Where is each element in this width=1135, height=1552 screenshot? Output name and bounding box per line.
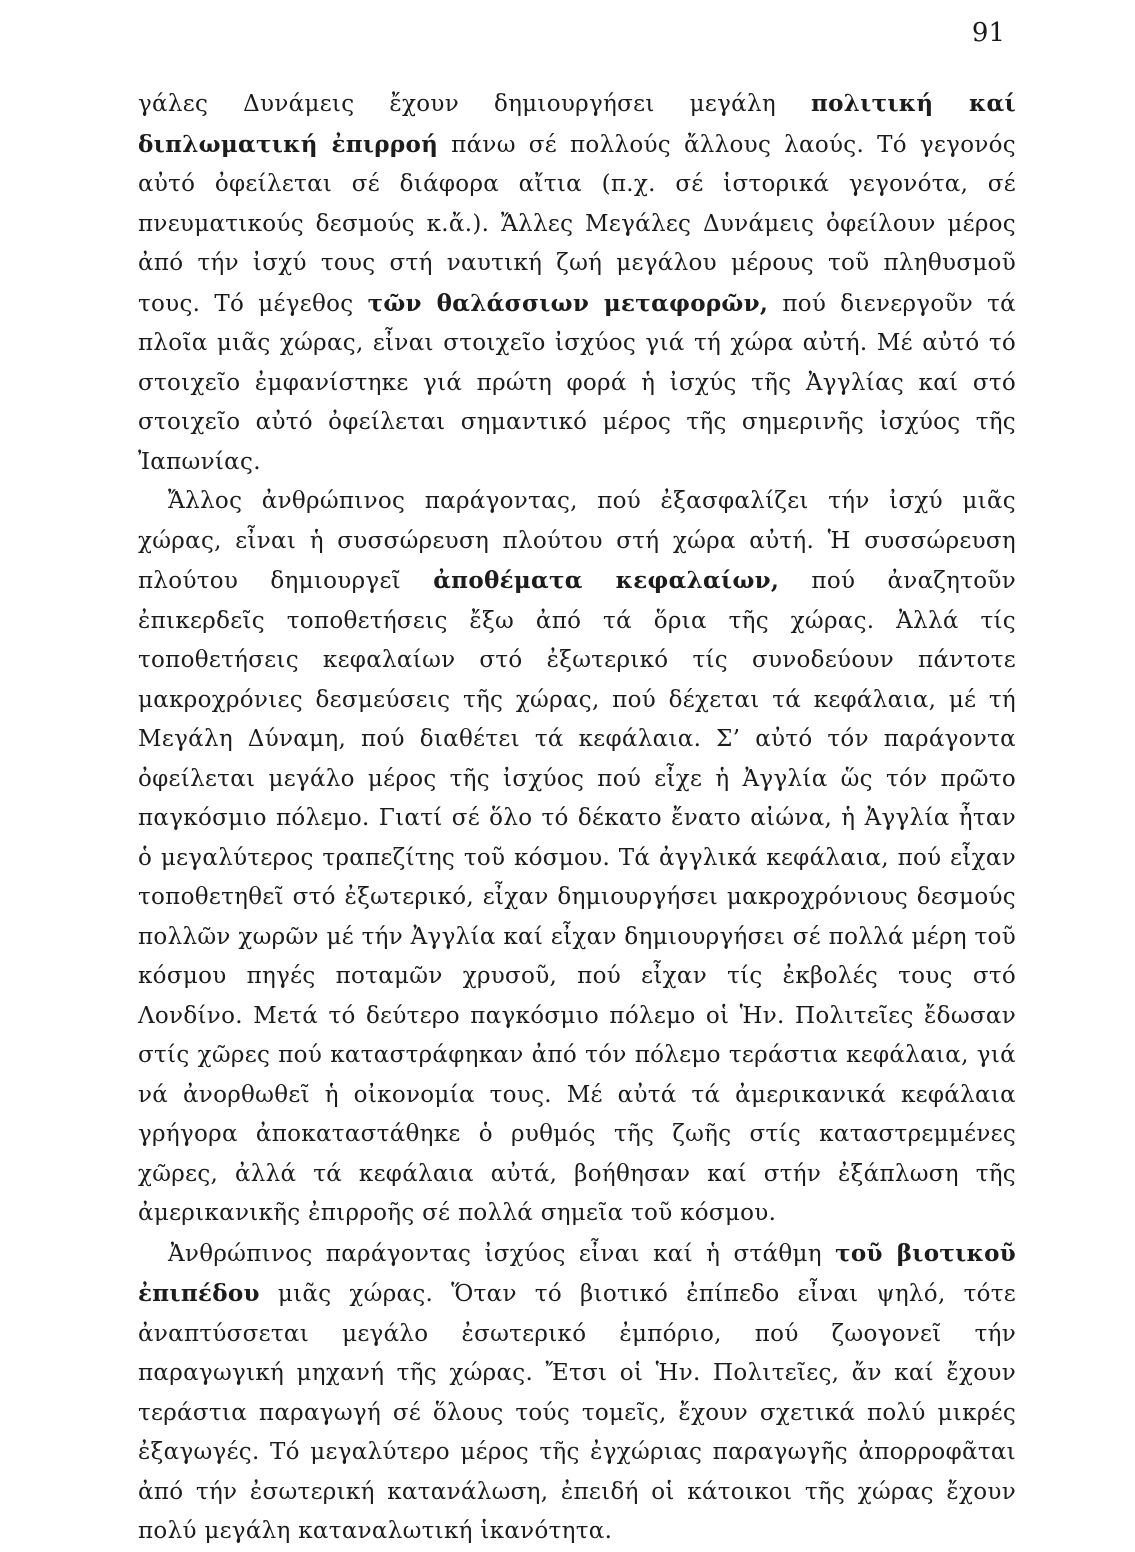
text-run: γάλες Δυνάμεις ἔχουν δημιουργήσει μεγάλη bbox=[138, 91, 811, 117]
text-run: πάνω σέ πολλούς ἄλλους λαούς. Τό γεγονός αὐτό ὀφείλεται σέ διάφορα αἴτια (π.χ. σέ ἱστορικά γεγονότα, σέ πνευματικούς δεσμούς κ.ἄ.). Ἄλλες Μεγάλες Δυνάμεις ὀφείλουν μέρος ἀπό τήν ἰσχύ τους στή ναυτική ζωή μεγάλου μέρους τοῦ πληθυσμοῦ τους. Τό μέγεθος bbox=[138, 131, 1016, 317]
bold-text-run: τῶν θαλάσσιων μεταφορῶν, bbox=[367, 289, 769, 317]
text-run: Ἄλλος ἀνθρώπινος παράγοντας, πού ἐξασφαλίζει τήν ἰσχύ μιᾶς χώρας, εἶναι ἡ συσσώρευση πλούτου στή χώρα αὐτή. Ἡ συσσώρευση πλούτου δημιουργεῖ bbox=[138, 488, 1016, 594]
paragraph-2 bbox=[138, 482, 1016, 1234]
paragraph-3 bbox=[138, 1234, 1016, 1552]
text-run: μιᾶς χώρας. Ὅταν τό βιοτικό ἐπίπεδο εἶναι ψηλό, τότε ἀναπτύσσεται μεγάλο ἐσωτερικό ἐμπόριο, πού ζωογονεῖ τήν παραγωγική μηχανή τῆς χώρας. Ἔτσι οἱ Ἡν. Πολιτεῖες, ἄν καί ἔχουν τεράστια παραγωγή σέ ὅλους τούς τομεῖς, ἔχουν σχετικά πολύ μικρές ἐξαγωγές. Τό μεγαλύτερο μέρος τῆς ἐγχώριας παραγωγῆς ἀπορροφᾶται ἀπό τήν ἐσωτερική κατανάλωση, ἐπειδή οἱ κάτοικοι τῆς χώρας ἔχουν πολύ μεγάλη καταναλωτική ἱκανότητα. bbox=[138, 1281, 1016, 1544]
bold-text-run: πολιτική καί διπλωματική ἐπιρροή bbox=[138, 90, 1016, 158]
body-text bbox=[138, 84, 1016, 1552]
bold-text-run: τοῦ βιοτικοῦ ἐπιπέδου bbox=[138, 1239, 1016, 1307]
page-number: 91 bbox=[971, 18, 1005, 48]
paragraph-1 bbox=[138, 84, 1016, 482]
text-run: Ἀνθρώπινος παράγοντας ἰσχύος εἶναι καί ἡ στάθμη bbox=[168, 1240, 836, 1267]
text-run: πού ἀναζητοῦν ἐπικερδεῖς τοποθετήσεις ἔξω ἀπό τά ὅρια τῆς χώρας. Ἀλλά τίς τοποθετήσεις κεφαλαίων στό ἐξωτερικό τίς συνοδεύουν πάντοτε μακροχρόνιες δεσμεύσεις τῆς χώρας, πού δέχεται τά κεφάλαια, μέ τή Μεγάλη Δύναμη, πού διαθέτει τά κεφάλαια. Σ’ αὐτό τόν παράγοντα ὀφείλεται μεγάλο μέρος τῆς ἰσχύος πού εἶχε ἡ Ἀγγλία ὥς τόν πρῶτο παγκόσμιο πόλεμο. Γιατί σέ ὅλο τό δέκατο ἔνατο αἰώνα, ἡ Ἀγγλία ἦταν ὁ μεγαλύτερος τραπεζίτης τοῦ κόσμου. Τά ἀγγλικά κεφάλαια, πού εἶχαν τοποθετηθεῖ στό ἐξωτερικό, εἶχαν δημιουργήσει μακροχρόνιους δεσμούς πολλῶν χωρῶν μέ τήν Ἀγγλία καί εἶχαν δημιουργήσει σέ πολλά μέρη τοῦ κόσμου πηγές ποταμῶν χρυσοῦ, πού εἶχαν τίς ἐκβολές τους στό Λονδίνο. Μετά τό δεύτερο παγκόσμιο πόλεμο οἱ Ἡν. Πολιτεῖες ἔδωσαν στίς χῶρες πού καταστράφηκαν ἀπό τόν πόλεμο τεράστια κεφάλαια, γιά νά ἀνορθωθεῖ ἡ οἰκονομία τους. Μέ αὐτά τά ἀμερικανικά κεφάλαια γρήγορα ἀποκαταστάθηκε ὁ ρυθμός τῆς ζωῆς στίς καταστρεμμένες χῶρες, ἀλλά τά κεφάλαια αὐτά, βοήθησαν καί στήν ἐξάπλωση τῆς ἀμερικανικῆς ἐπιρροῆς σέ πολλά σημεῖα τοῦ κόσμου. bbox=[138, 568, 1016, 1226]
text-run: πού διενεργοῦν τά πλοῖα μιᾶς χώρας, εἶναι στοιχεῖο ἰσχύος γιά τή χώρα αὐτή. Μέ αὐτό τό στοιχεῖο ἐμφανίστηκε γιά πρώτη φορά ἡ ἰσχύς τῆς Ἀγγλίας καί στό στοιχεῖο αὐτό ὀφείλεται σημαντικό μέρος τῆς σημερινῆς ἰσχύος τῆς Ἰαπωνίας. bbox=[138, 290, 1016, 475]
bold-text-run: ἀποθέματα κεφαλαίων, bbox=[433, 567, 780, 594]
